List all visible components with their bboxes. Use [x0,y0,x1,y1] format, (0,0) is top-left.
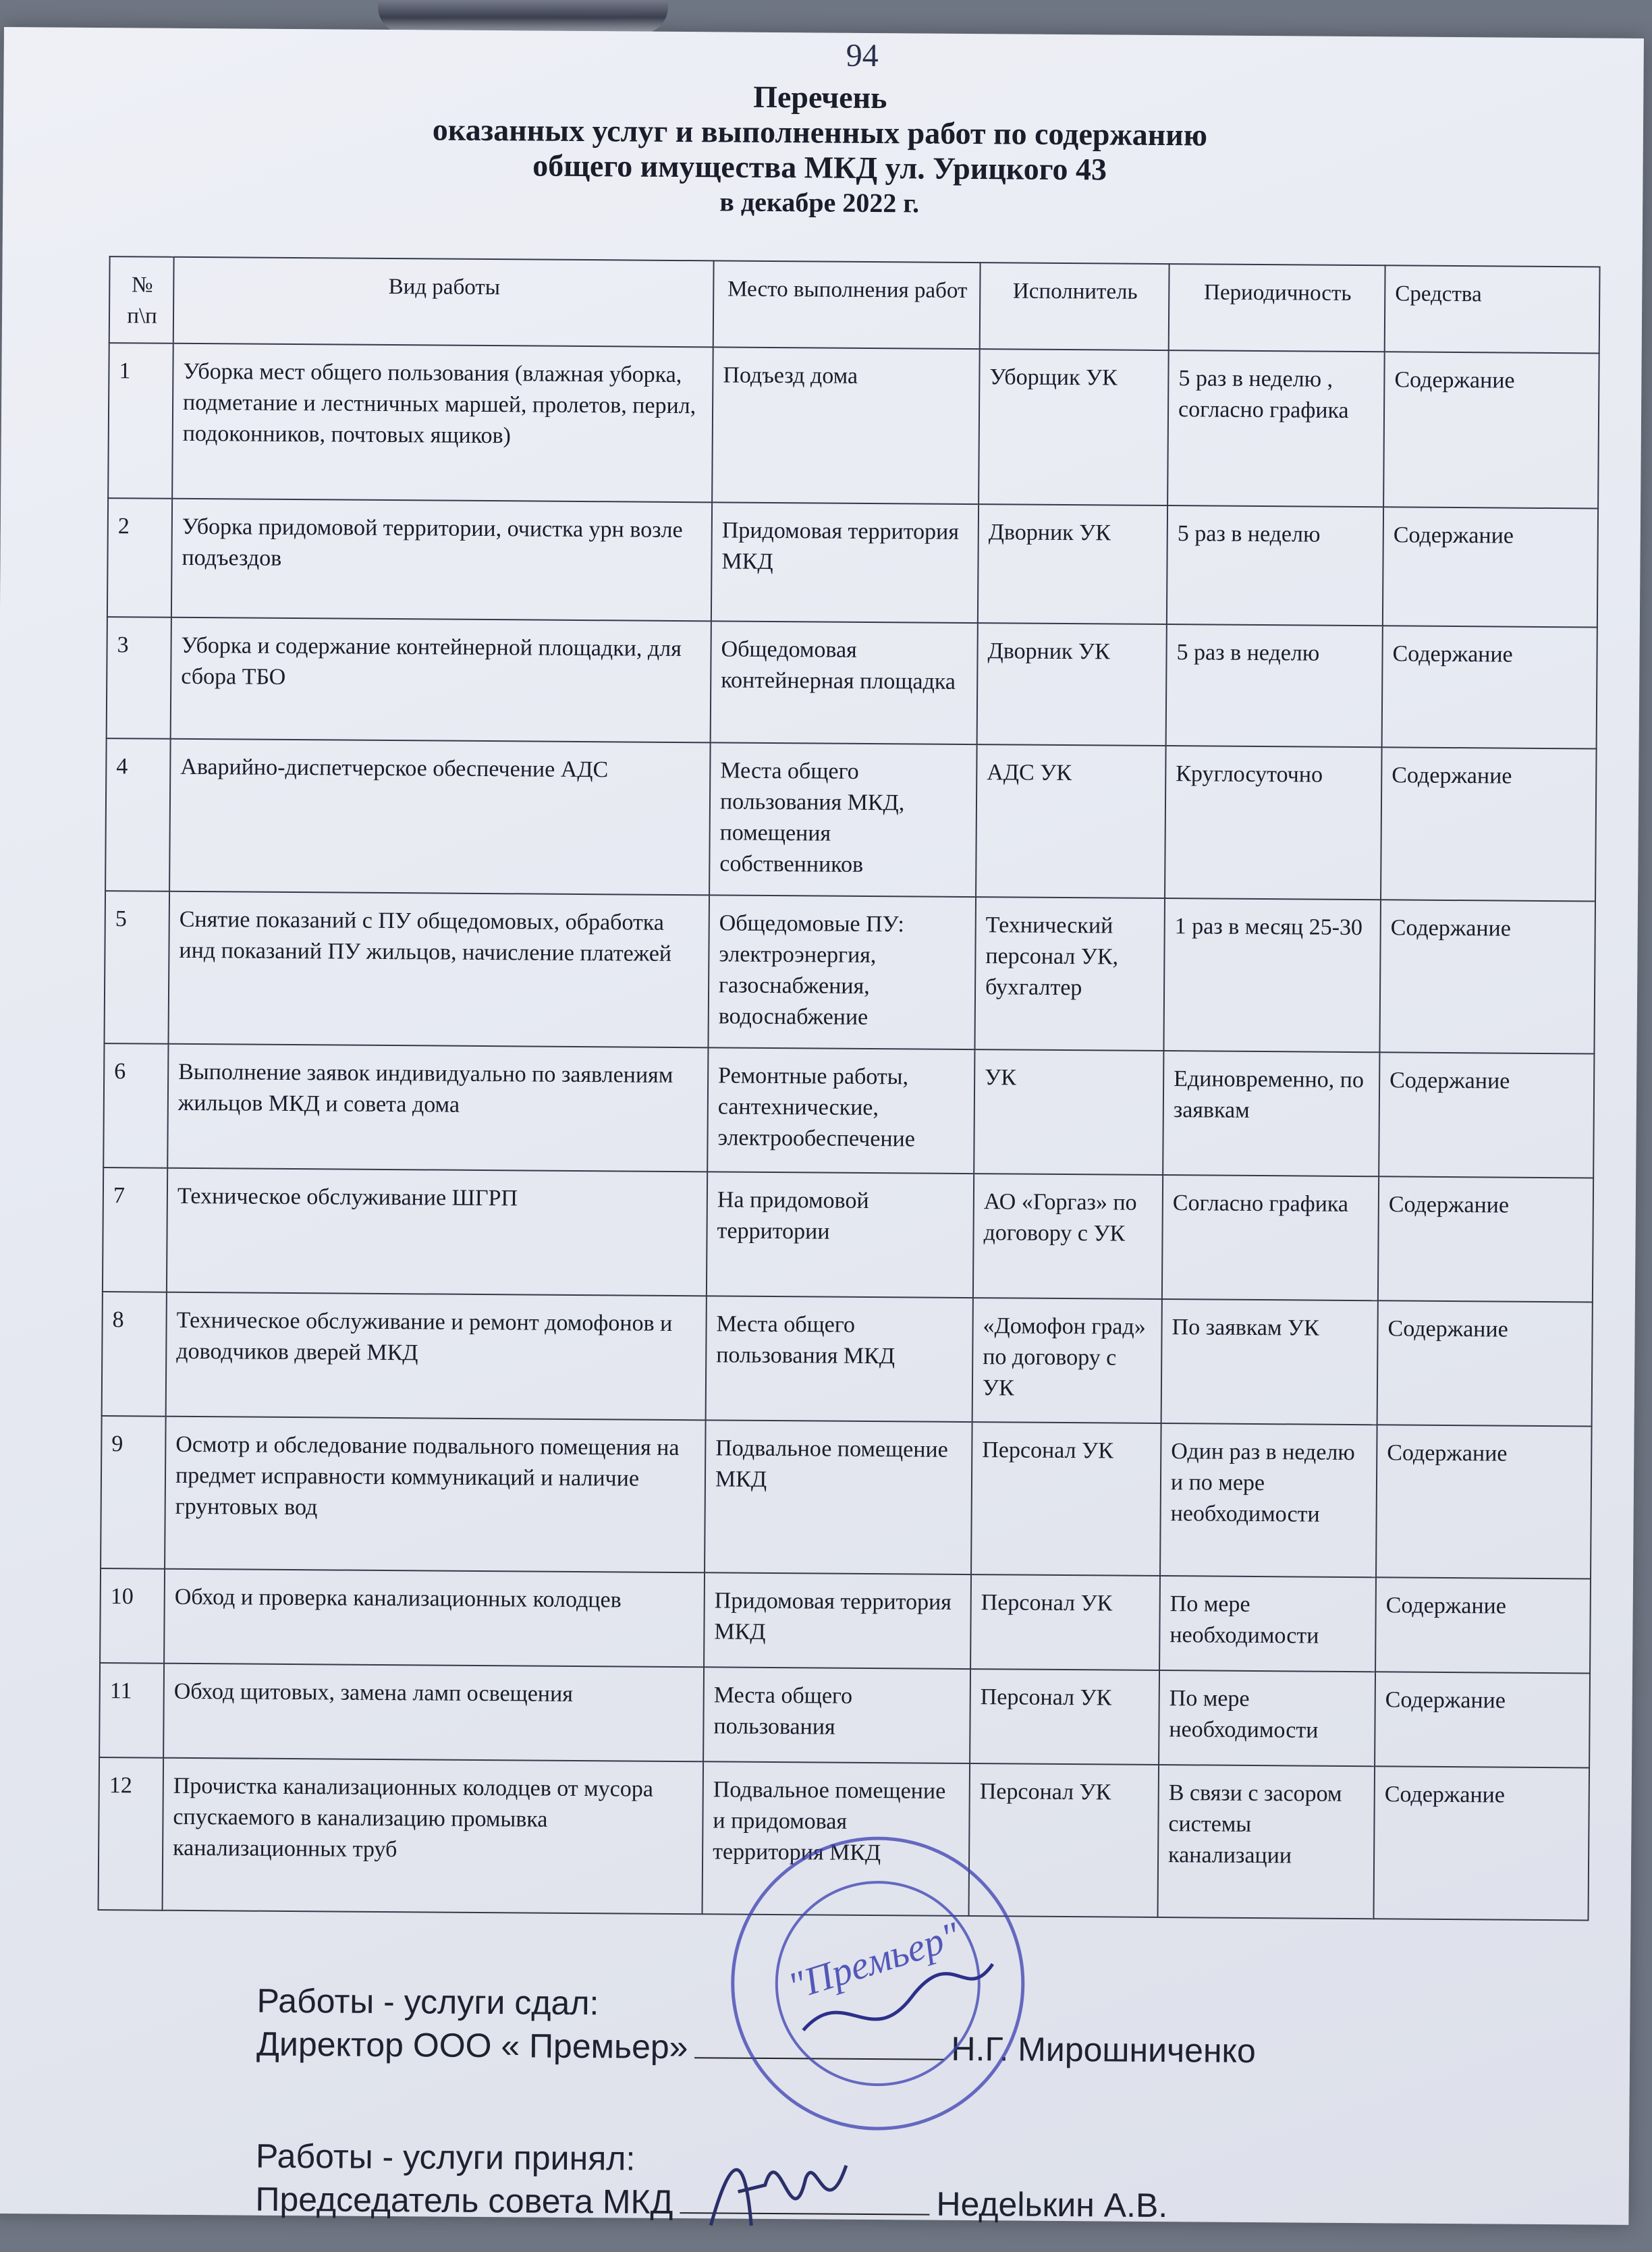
col-header-place: Место выполнения работ [713,260,981,349]
cell-period: По заявкам УК [1161,1299,1378,1425]
cell-place: Общедомовые ПУ: электроэнергия, газоснабжения, водоснабжение [708,895,976,1049]
cell-period: По мере необходимости [1159,1670,1375,1766]
cell-place: Ремонтные работы, сантехнические, электрообеспечение [707,1047,974,1174]
cell-place: Придомовая территория МКД [704,1572,971,1669]
col-header-funds: Средства [1385,265,1600,353]
accepted-label: Работы - услуги принял: [255,2137,636,2178]
cell-funds: Содержание [1379,1052,1594,1178]
clipboard-clip [378,0,668,34]
accepted-name: Недelькин А.В. [936,2185,1168,2225]
cell-num: 2 [107,498,172,617]
table-row [100,1568,1591,1673]
cell-work: Осмотр и обследование подвального помещения на предмет исправности коммуникаций и наличие грунтовых вод [165,1417,706,1573]
cell-period: Круглосуточно [1165,746,1382,900]
cell-place: Подвальное помещение МКД [705,1420,972,1574]
cell-work: Прочистка канализационных колодцев от мусора спускаемого в канализацию промывка канализационных труб [163,1758,704,1915]
cell-num: 12 [99,1757,164,1911]
col-header-work: Вид работы [173,257,714,348]
cell-place: Подъезд дома [712,347,980,504]
table-row [105,738,1597,901]
accepted-role: Председатель совета МКД [255,2180,673,2222]
col-header-num: № п\п [109,256,174,344]
cell-work: Выполнение заявок индивидуально по заявлениям жильцов МКД и совета дома [167,1044,708,1172]
table-row [102,1292,1593,1426]
cell-funds: Содержание [1377,1300,1593,1426]
cell-place: Места общего пользования МКД [706,1296,973,1422]
cell-work: Уборка мест общего пользования (влажная уборка, подметание и лестничных маршей, пролетов, перил, подоконников, почтовых ящиков) [172,344,713,503]
cell-funds: Содержание [1382,626,1597,748]
document-title [259,76,1380,225]
cell-num: 5 [104,891,169,1044]
cell-executor: Персонал УК [968,1763,1159,1917]
cell-place: На придомовой территории [707,1172,974,1298]
cell-place: Придомовая территория МКД [711,502,979,623]
cell-work: Снятие показаний с ПУ общедомовых, обработка инд показаний ПУ жильцов, начисление платежей [168,891,709,1048]
cell-num: 11 [99,1663,164,1758]
cell-work: Техническое обслуживание ШГРП [167,1168,707,1296]
cell-place: Общедомовая контейнерная площадка [711,621,978,744]
cell-place: Места общего пользования МКД, помещения собственников [709,742,977,897]
cell-executor: АО «Горгаз» по договору с УК [973,1174,1163,1299]
cell-num: 3 [107,617,171,739]
cell-funds: Содержание [1378,1176,1593,1302]
cell-executor: АДС УК [976,744,1166,898]
cell-work: Техническое обслуживание и ремонт домофонов и доводчиков дверей МКД [166,1292,707,1421]
col-header-period: Периодичность [1169,264,1385,352]
cell-num: 6 [103,1043,168,1168]
cell-period: 5 раз в неделю [1166,624,1383,747]
cell-funds: Содержание [1383,352,1599,508]
cell-num: 10 [100,1568,165,1664]
cell-executor: Дворник УК [978,504,1167,624]
table-row [108,343,1599,508]
table-row [103,1168,1593,1302]
table-row [103,1043,1594,1178]
title-period: в декабре 2022 г. [719,186,920,219]
cell-funds: Содержание [1375,1577,1591,1673]
cell-executor: Персонал УК [971,1422,1161,1576]
cell-work: Аварийно-диспетчерское обеспечение АДС [169,739,711,896]
cell-funds: Содержание [1373,1766,1589,1920]
stamp-center-text: "Премьер" [783,1913,965,2009]
cell-funds: Содержание [1375,1672,1590,1767]
cell-executor: «Домофон град» по договору с УК [972,1298,1162,1423]
cell-work: Уборка придомовой территории, очистка урн возле подъездов [171,499,712,622]
cell-num: 9 [101,1416,166,1569]
handed-name: Н.Г. Мирошниченко [951,2029,1256,2070]
table-row [107,617,1597,748]
table-row [101,1416,1592,1578]
services-table [98,256,1601,1921]
title-line-1: Перечень [753,79,887,115]
cell-period: 1 раз в месяц 25-30 [1163,898,1381,1052]
cell-period: В связи с засором системы канализации [1157,1765,1375,1919]
cell-period: Один раз в неделю и по мере необходимости [1160,1423,1377,1577]
title-line-2: оказанных услуг и выполненных работ по содержанию [432,112,1208,153]
cell-period: По мере необходимости [1159,1576,1376,1672]
cell-executor: УК [974,1049,1163,1175]
cell-num: 4 [105,738,171,891]
cell-funds: Содержание [1376,1425,1592,1578]
chairman-signature [690,2124,866,2247]
cell-funds: Содержание [1379,900,1595,1053]
cell-period: 5 раз в неделю , согласно графика [1167,350,1385,507]
handed-role: Директор ООО « Премьер» [256,2025,688,2066]
cell-executor: Персонал УК [970,1669,1159,1765]
table-row [104,891,1595,1053]
cell-period: Единовременно, по заявкам [1163,1051,1379,1176]
cell-work: Обход щитовых, замена ламп освещения [163,1664,704,1762]
document-page [0,27,1644,2225]
company-stamp [721,1828,1034,2140]
cell-funds: Содержание [1381,747,1597,901]
cell-place: Места общего пользования [703,1667,970,1763]
cell-num: 8 [102,1292,167,1417]
table-row [99,1663,1590,1767]
table-header-row [109,256,1600,353]
table-row [107,498,1598,627]
page-number-mark: 94 [846,37,879,74]
cell-work: Обход и проверка канализационных колодцев [164,1569,705,1668]
cell-funds: Содержание [1383,507,1598,627]
handed-label: Работы - услуги сдал: [256,1981,599,2023]
cell-executor: Персонал УК [970,1574,1160,1670]
col-header-executor: Исполнитель [980,263,1169,350]
cell-work: Уборка и содержание контейнерной площадки, для сбора ТБО [171,617,711,743]
cell-num: 7 [103,1168,167,1292]
cell-period: 5 раз в неделю [1167,505,1383,626]
cell-executor: Дворник УК [977,623,1167,746]
cell-period: Согласно графика [1162,1175,1379,1300]
cell-executor: Уборщик УК [979,349,1169,505]
cell-executor: Технический персонал УК, бухгалтер [974,897,1165,1051]
cell-place: Подвальное помещение и придомовая территория МКД [703,1761,970,1916]
title-line-3: общего имущества МКД ул. Урицкого 43 [532,148,1107,187]
cell-num: 1 [108,343,173,499]
